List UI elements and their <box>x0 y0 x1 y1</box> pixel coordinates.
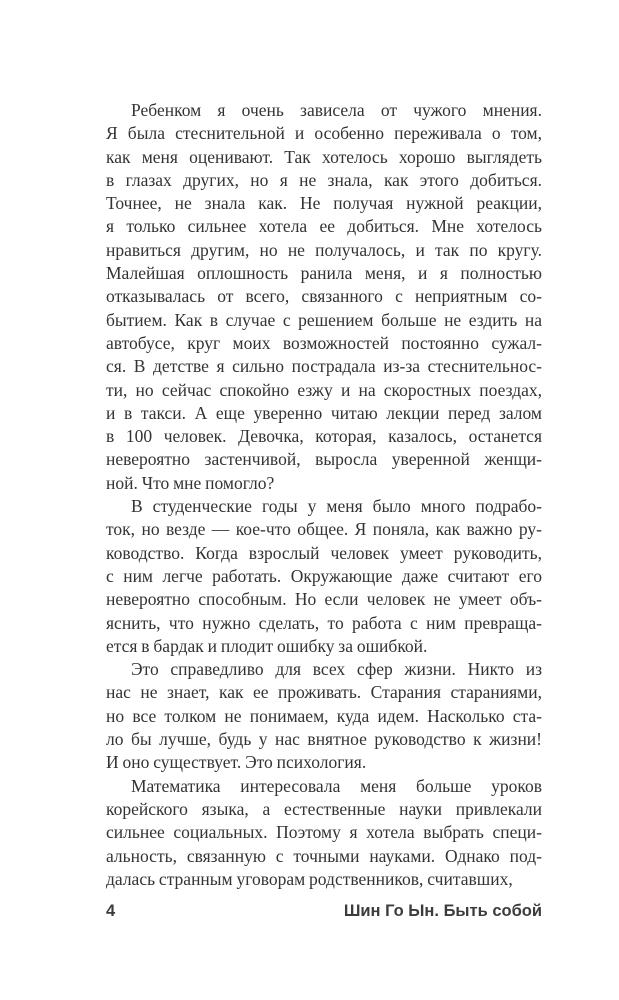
page-footer <box>106 902 542 921</box>
text-line: бытием. Как в случае с решением больше не ездить на <box>106 309 542 330</box>
text-line: автобусе, круг моих возможностей постоянно сужал- <box>106 332 542 353</box>
text-line: Малейшая оплошность ранила меня, и я полностью <box>106 263 542 284</box>
text-line: ется в бардак и плодит ошибку за ошибкой. <box>106 635 428 656</box>
text-line: и в такси. А еще уверенно читаю лекции перед залом <box>106 402 542 423</box>
text-line: Это справедливо для всех сфер жизни. Никто из <box>131 659 542 680</box>
text-line: ток, но везде — кое-что общее. Я поняла, как важно ру- <box>106 519 542 540</box>
text-line: Математика интересовала меня больше уроков <box>131 775 542 796</box>
text-line: ководство. Когда взрослый человек умеет руководить, <box>106 542 542 563</box>
text-line: как меня оценивают. Так хотелось хорошо выглядеть <box>106 146 542 167</box>
text-line: в глазах других, но я не знала, как этого добиться. <box>106 169 542 190</box>
text-line: Я была стеснительной и особенно переживала о том, <box>106 123 542 144</box>
text-line: я только сильнее хотела ее добиться. Мне хотелось <box>106 216 542 237</box>
text-line: ти, но сейчас спокойно езжу и на скоростных поездах, <box>106 379 542 400</box>
text-line: Точнее, не знала как. Не получая нужной реакции, <box>106 193 542 214</box>
text-line: ся. В детстве я сильно пострадала из-за стеснительнос- <box>106 356 542 377</box>
text-line: альность, связанную с точными науками. Однако под- <box>106 845 542 866</box>
running-title: Шин Го Ын. Быть собой <box>343 902 542 920</box>
text-line: далась странным уговорам родственников, считавших, <box>106 868 513 889</box>
text-line: сильнее социальных. Поэтому я хотела выбрать специ- <box>106 822 542 843</box>
text-line: в 100 человек. Девочка, которая, казалось, останется <box>106 426 542 447</box>
text-line: корейского языка, а естественные науки привлекали <box>106 798 542 819</box>
text-line: но все толком не понимаем, куда идем. Насколько ста- <box>106 705 542 726</box>
text-line: нравиться другим, но не получалось, и так по кругу. <box>106 239 542 260</box>
text-line: В студенческие годы у меня было много подрабо- <box>131 496 542 517</box>
text-line: Ребенком я очень зависела от чужого мнения. <box>131 100 542 120</box>
text-line: яснить, что нужно сделать, то работа с ним превраща- <box>106 612 542 633</box>
text-line: отказывалась от всего, связанного с неприятным со- <box>106 286 542 307</box>
page-number: 4 <box>106 902 116 920</box>
text-line: нас не знает, как ее проживать. Старания стараниями, <box>106 682 542 703</box>
text-line: с ним легче работать. Окружающие даже считают его <box>106 565 542 586</box>
page-text <box>106 99 542 891</box>
text-line: невероятно застенчивой, выросла уверенной женщи- <box>106 449 542 470</box>
text-line: ло бы лучше, будь у нас внятное руководство к жизни! <box>106 729 542 750</box>
text-line: И оно существует. Это психология. <box>106 752 367 773</box>
text-line: ной. Что мне помогло? <box>106 472 275 493</box>
text-line: невероятно способным. Но если человек не умеет объ- <box>106 589 542 610</box>
